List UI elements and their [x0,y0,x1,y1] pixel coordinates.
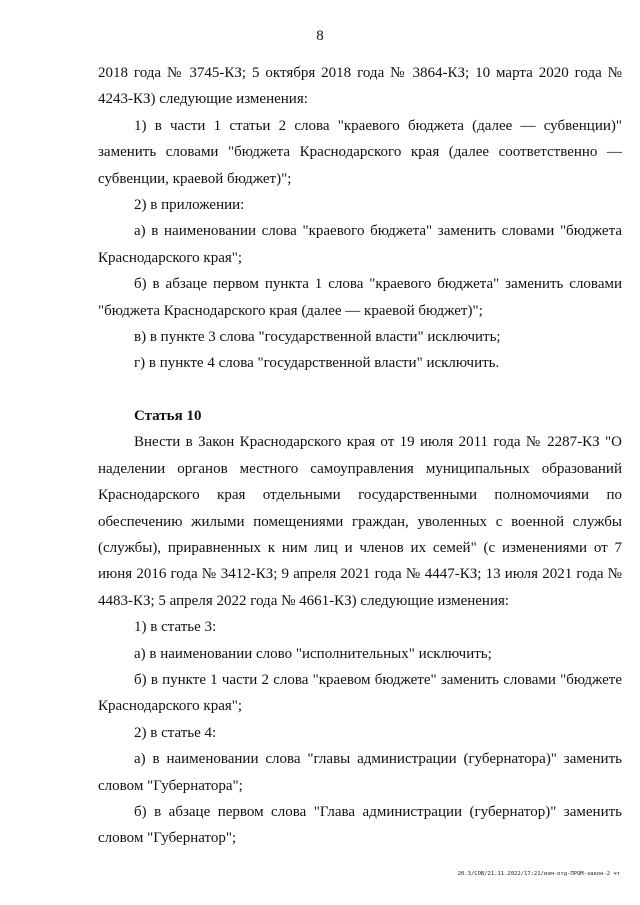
paragraph-subitem-a: а) в наименовании слова "краевого бюджета" заменить словами "бюджета Краснодарского края"; [98,223,622,266]
paragraph-subitem-v: в) в пункте 3 слова "государственной власти" исключить; [134,329,501,346]
paragraph-continuation: 2018 года № 3745-КЗ; 5 октября 2018 года № 3864-КЗ; 10 марта 2020 года № 4243-КЗ) следующие изменения: [98,65,622,108]
paragraph-item-2-article-4: 2) в статье 4: [134,724,217,741]
paragraph-subitem-a: а) в наименовании слово "исполнительных" исключить; [134,645,492,662]
document-body [98,60,622,852]
page-number: 8 [316,28,324,44]
paragraph-subitem-b: б) в абзаце первом слова "Глава администрации (губернатор)" заменить словом "Губернатор"; [98,803,622,847]
paragraph-article-intro: Внести в Закон Краснодарского края от 19 июля 2011 года № 2287-КЗ "О наделении органов местного самоуправления муниципальных образований Краснодарского края отдельными государственными полномочиями по обеспечению жилыми помещениями граждан, уволенных с военной службы (службы), приравненных к ним лиц и членов их семей" (с изменениями от 7 июня 2016 года № 3412-КЗ; 9 апреля 2021 года № 4447-КЗ; 13 июля 2021 года № 4483-КЗ; 5 апреля 2022 года № 4661-КЗ) следующие изменения: [98,434,622,609]
paragraph-subitem-b: б) в пункте 1 части 2 слова "краевом бюджете" заменить словами "бюджете Краснодарского края"; [98,671,622,715]
paragraph-subitem-g: г) в пункте 4 слова "государственной власти" исключить. [134,355,500,372]
footer-document-code: 20.3/СОВ/21.11.2022/17:21/изм-отд-ПРОМ-закон-2 чт [457,871,620,877]
paragraph-item-1-article-3: 1) в статье 3: [134,619,217,636]
paragraph-subitem-a: а) в наименовании слова "главы администрации (губернатора)" заменить словом "Губернатора"; [98,751,622,794]
article-heading: Статья 10 [134,407,202,424]
paragraph-item-2: 2) в приложении: [134,197,245,214]
paragraph-subitem-b: б) в абзаце первом пункта 1 слова "краевого бюджета" заменить словами "бюджета Краснодарского края (далее — краевой бюджет)"; [98,276,622,319]
paragraph-item-1: 1) в части 1 статьи 2 слова "краевого бюджета (далее — субвенции)" заменить словами "бюджета Краснодарского края (далее соответственно — субвенции, краевой бюджет)"; [98,117,622,187]
